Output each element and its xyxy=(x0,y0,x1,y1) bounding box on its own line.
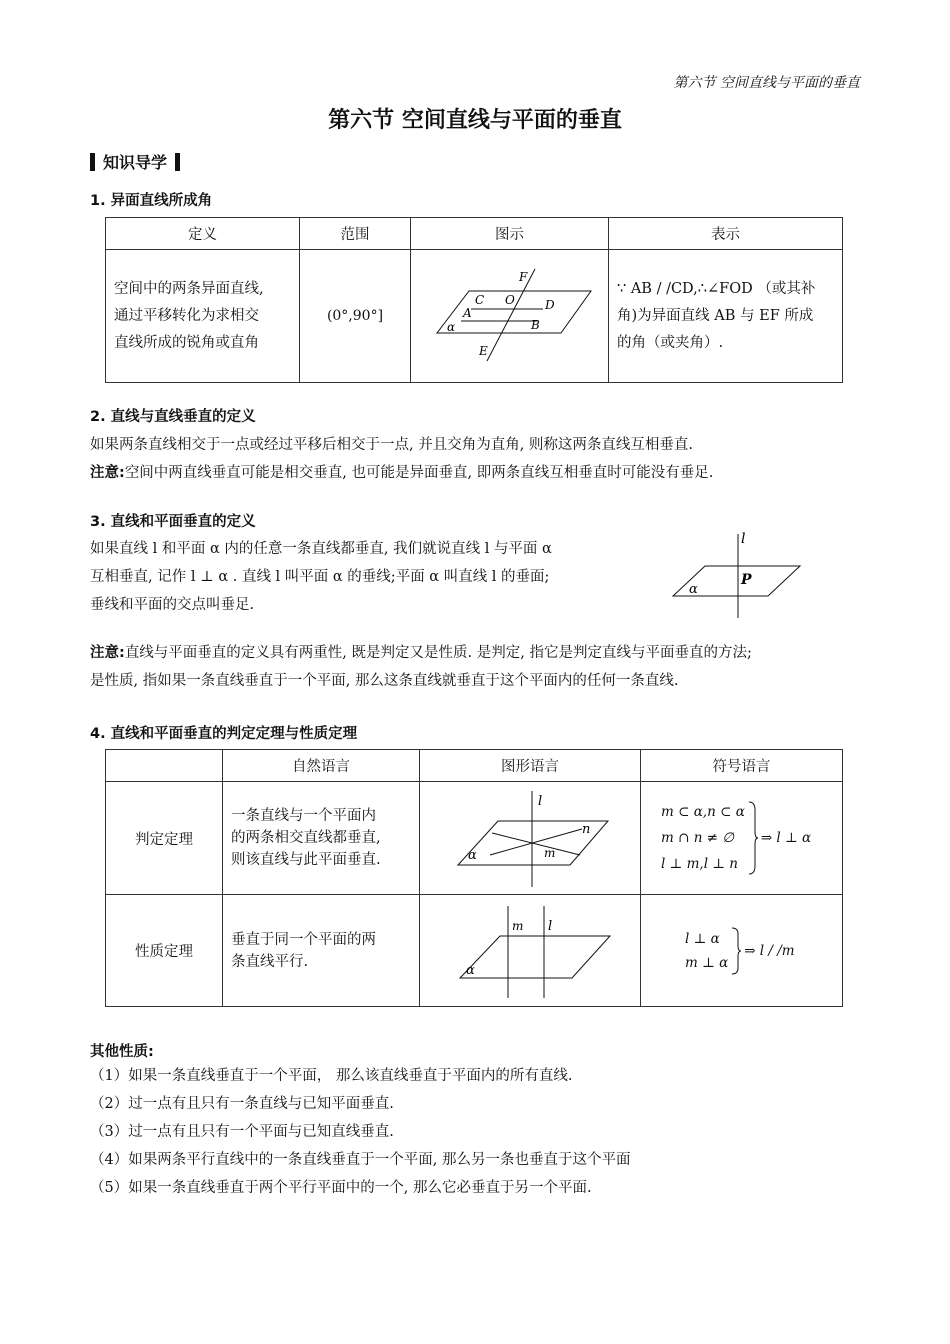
range-cell xyxy=(300,250,411,383)
nat-line: 则该直线与此平面垂直. xyxy=(231,852,381,868)
running-header: 第六节 空间直线与平面的垂直 xyxy=(673,75,860,91)
s2-note xyxy=(90,459,870,487)
nat-line: 条直线平行. xyxy=(231,953,309,970)
rep-line: 角)为异面直线 AB 与 EF 所成 xyxy=(617,307,814,324)
conclusion: ⇒ l / /m xyxy=(744,942,795,959)
s2-text: 如果两条直线相交于一点或经过平移后相交于一点, 并且交角为直角, 则称这两条直线互相垂直. xyxy=(90,437,694,453)
sym-line: m ⊂ α,n ⊂ α xyxy=(661,804,745,820)
list-item: （2）过一点有且只有一条直线与已知平面垂直. xyxy=(90,1096,394,1112)
angle-table xyxy=(105,217,843,383)
range-value: (0°,90°] xyxy=(326,308,384,324)
judgement-figure xyxy=(420,783,639,893)
label-l: l xyxy=(548,918,553,934)
sym-line: m ∩ n ≠ ∅ xyxy=(661,830,735,846)
rep-line: ∵ AB / /CD,∴∠FOD （或其补 xyxy=(617,280,816,297)
perpendicular-figure xyxy=(665,528,810,624)
col-natural: 自然语言 xyxy=(223,750,420,782)
label-alpha: α xyxy=(689,582,698,597)
nat-line: 一条直线与一个平面内 xyxy=(231,808,376,824)
s3-heading: 3. 直线和平面垂直的定义 xyxy=(90,514,256,530)
def-line: 直线所成的锐角或直角 xyxy=(114,334,259,351)
label-n: n xyxy=(582,822,591,837)
symbolic-cell xyxy=(641,895,843,1007)
skew-lines-figure xyxy=(411,251,607,381)
section-heading-text: 知识导学 xyxy=(103,153,168,172)
s3-note xyxy=(90,639,870,667)
label-m: m xyxy=(512,918,524,933)
note-label: 注意: xyxy=(90,465,125,481)
label-alpha: α xyxy=(447,320,456,334)
row-name: 判定定理 xyxy=(106,782,223,895)
bar-icon xyxy=(90,153,95,171)
nat-line: 垂直于同一个平面的两 xyxy=(231,931,376,948)
brace-icon xyxy=(730,926,742,976)
list-item: （1）如果一条直线垂直于一个平面， 那么该直线垂直于平面内的所有直线. xyxy=(90,1068,573,1084)
graphic-cell xyxy=(420,895,641,1007)
col-definition: 定义 xyxy=(106,218,300,250)
natural-cell xyxy=(223,895,420,1007)
label-D: D xyxy=(545,298,555,312)
s2-heading: 2. 直线与直线垂直的定义 xyxy=(90,409,256,425)
label-alpha: α xyxy=(466,962,475,978)
sym-line: m ⊥ α xyxy=(685,954,729,971)
note-label: 注意: xyxy=(90,645,125,661)
s1-heading: 1. 异面直线所成角 xyxy=(90,193,213,209)
note-text: 空间中两直线垂直可能是相交垂直, 也可能是异面垂直, 即两条直线互相垂直时可能没有垂足. xyxy=(124,465,714,481)
label-B: B xyxy=(531,318,540,332)
col-blank xyxy=(106,750,223,782)
s3-line: 垂线和平面的交点叫垂足. xyxy=(90,597,255,613)
bar-icon xyxy=(175,153,180,171)
section-heading xyxy=(90,150,180,173)
symbolic-cell xyxy=(641,782,843,895)
graphic-cell xyxy=(420,782,641,895)
list-item: （3）过一点有且只有一个平面与已知直线垂直. xyxy=(90,1124,394,1140)
label-l: l xyxy=(741,531,746,547)
def-line: 空间中的两条异面直线, xyxy=(114,280,264,297)
s3-line: 如果直线 l 和平面 α 内的任意一条直线都垂直, 我们就说直线 l 与平面 α xyxy=(90,541,552,557)
col-symbolic: 符号语言 xyxy=(641,750,843,782)
note-text: 直线与平面垂直的定义具有两重性, 既是判定又是性质. 是判定, 指它是判定直线与平面垂直的方法; xyxy=(124,645,752,661)
col-range: 范围 xyxy=(300,218,411,250)
label-A: A xyxy=(463,306,472,320)
list-item: （5）如果一条直线垂直于两个平行平面中的一个, 那么它必垂直于另一个平面. xyxy=(90,1180,592,1196)
theorem-table xyxy=(105,749,843,1007)
col-graphic: 图形语言 xyxy=(420,750,641,782)
rep-line: 的角（或夹角）. xyxy=(617,334,724,351)
property-figure xyxy=(420,896,639,1006)
label-alpha: α xyxy=(468,848,477,863)
s3-line: 互相垂直, 记作 l ⊥ α . 直线 l 叫平面 α 的垂线;平面 α 叫直线 l 的垂面; xyxy=(90,569,550,585)
list-item: （4）如果两条平行直线中的一条直线垂直于一个平面, 那么另一条也垂直于这个平面 xyxy=(90,1152,631,1168)
brace-icon xyxy=(747,800,759,876)
s4-heading: 4. 直线和平面垂直的判定定理与性质定理 xyxy=(90,726,358,742)
label-F: F xyxy=(519,270,528,284)
label-l: l xyxy=(538,794,543,809)
def-line: 通过平移转化为求相交 xyxy=(114,307,259,324)
label-O: O xyxy=(505,293,515,307)
natural-cell xyxy=(223,782,420,895)
col-figure: 图示 xyxy=(411,218,609,250)
sym-line: l ⊥ m,l ⊥ n xyxy=(661,856,738,872)
representation-cell xyxy=(609,250,843,383)
row-name: 性质定理 xyxy=(106,895,223,1007)
label-C: C xyxy=(475,293,485,307)
definition-cell xyxy=(106,250,300,383)
label-P: P xyxy=(741,572,752,588)
figure-cell xyxy=(411,250,609,383)
sym-line: l ⊥ α xyxy=(685,930,720,947)
other-heading: 其他性质: xyxy=(90,1044,154,1060)
other-list xyxy=(90,1062,630,1202)
label-m: m xyxy=(544,846,556,860)
conclusion: ⇒ l ⊥ α xyxy=(760,830,812,846)
nat-line: 的两条相交直线都垂直, xyxy=(231,830,381,846)
s3-note-cont: 是性质, 指如果一条直线垂直于一个平面, 那么这条直线就垂直于这个平面内的任何一条直线. xyxy=(90,673,679,689)
col-representation: 表示 xyxy=(609,218,843,250)
label-E: E xyxy=(479,344,488,358)
page-title: 第六节 空间直线与平面的垂直 xyxy=(328,108,622,133)
